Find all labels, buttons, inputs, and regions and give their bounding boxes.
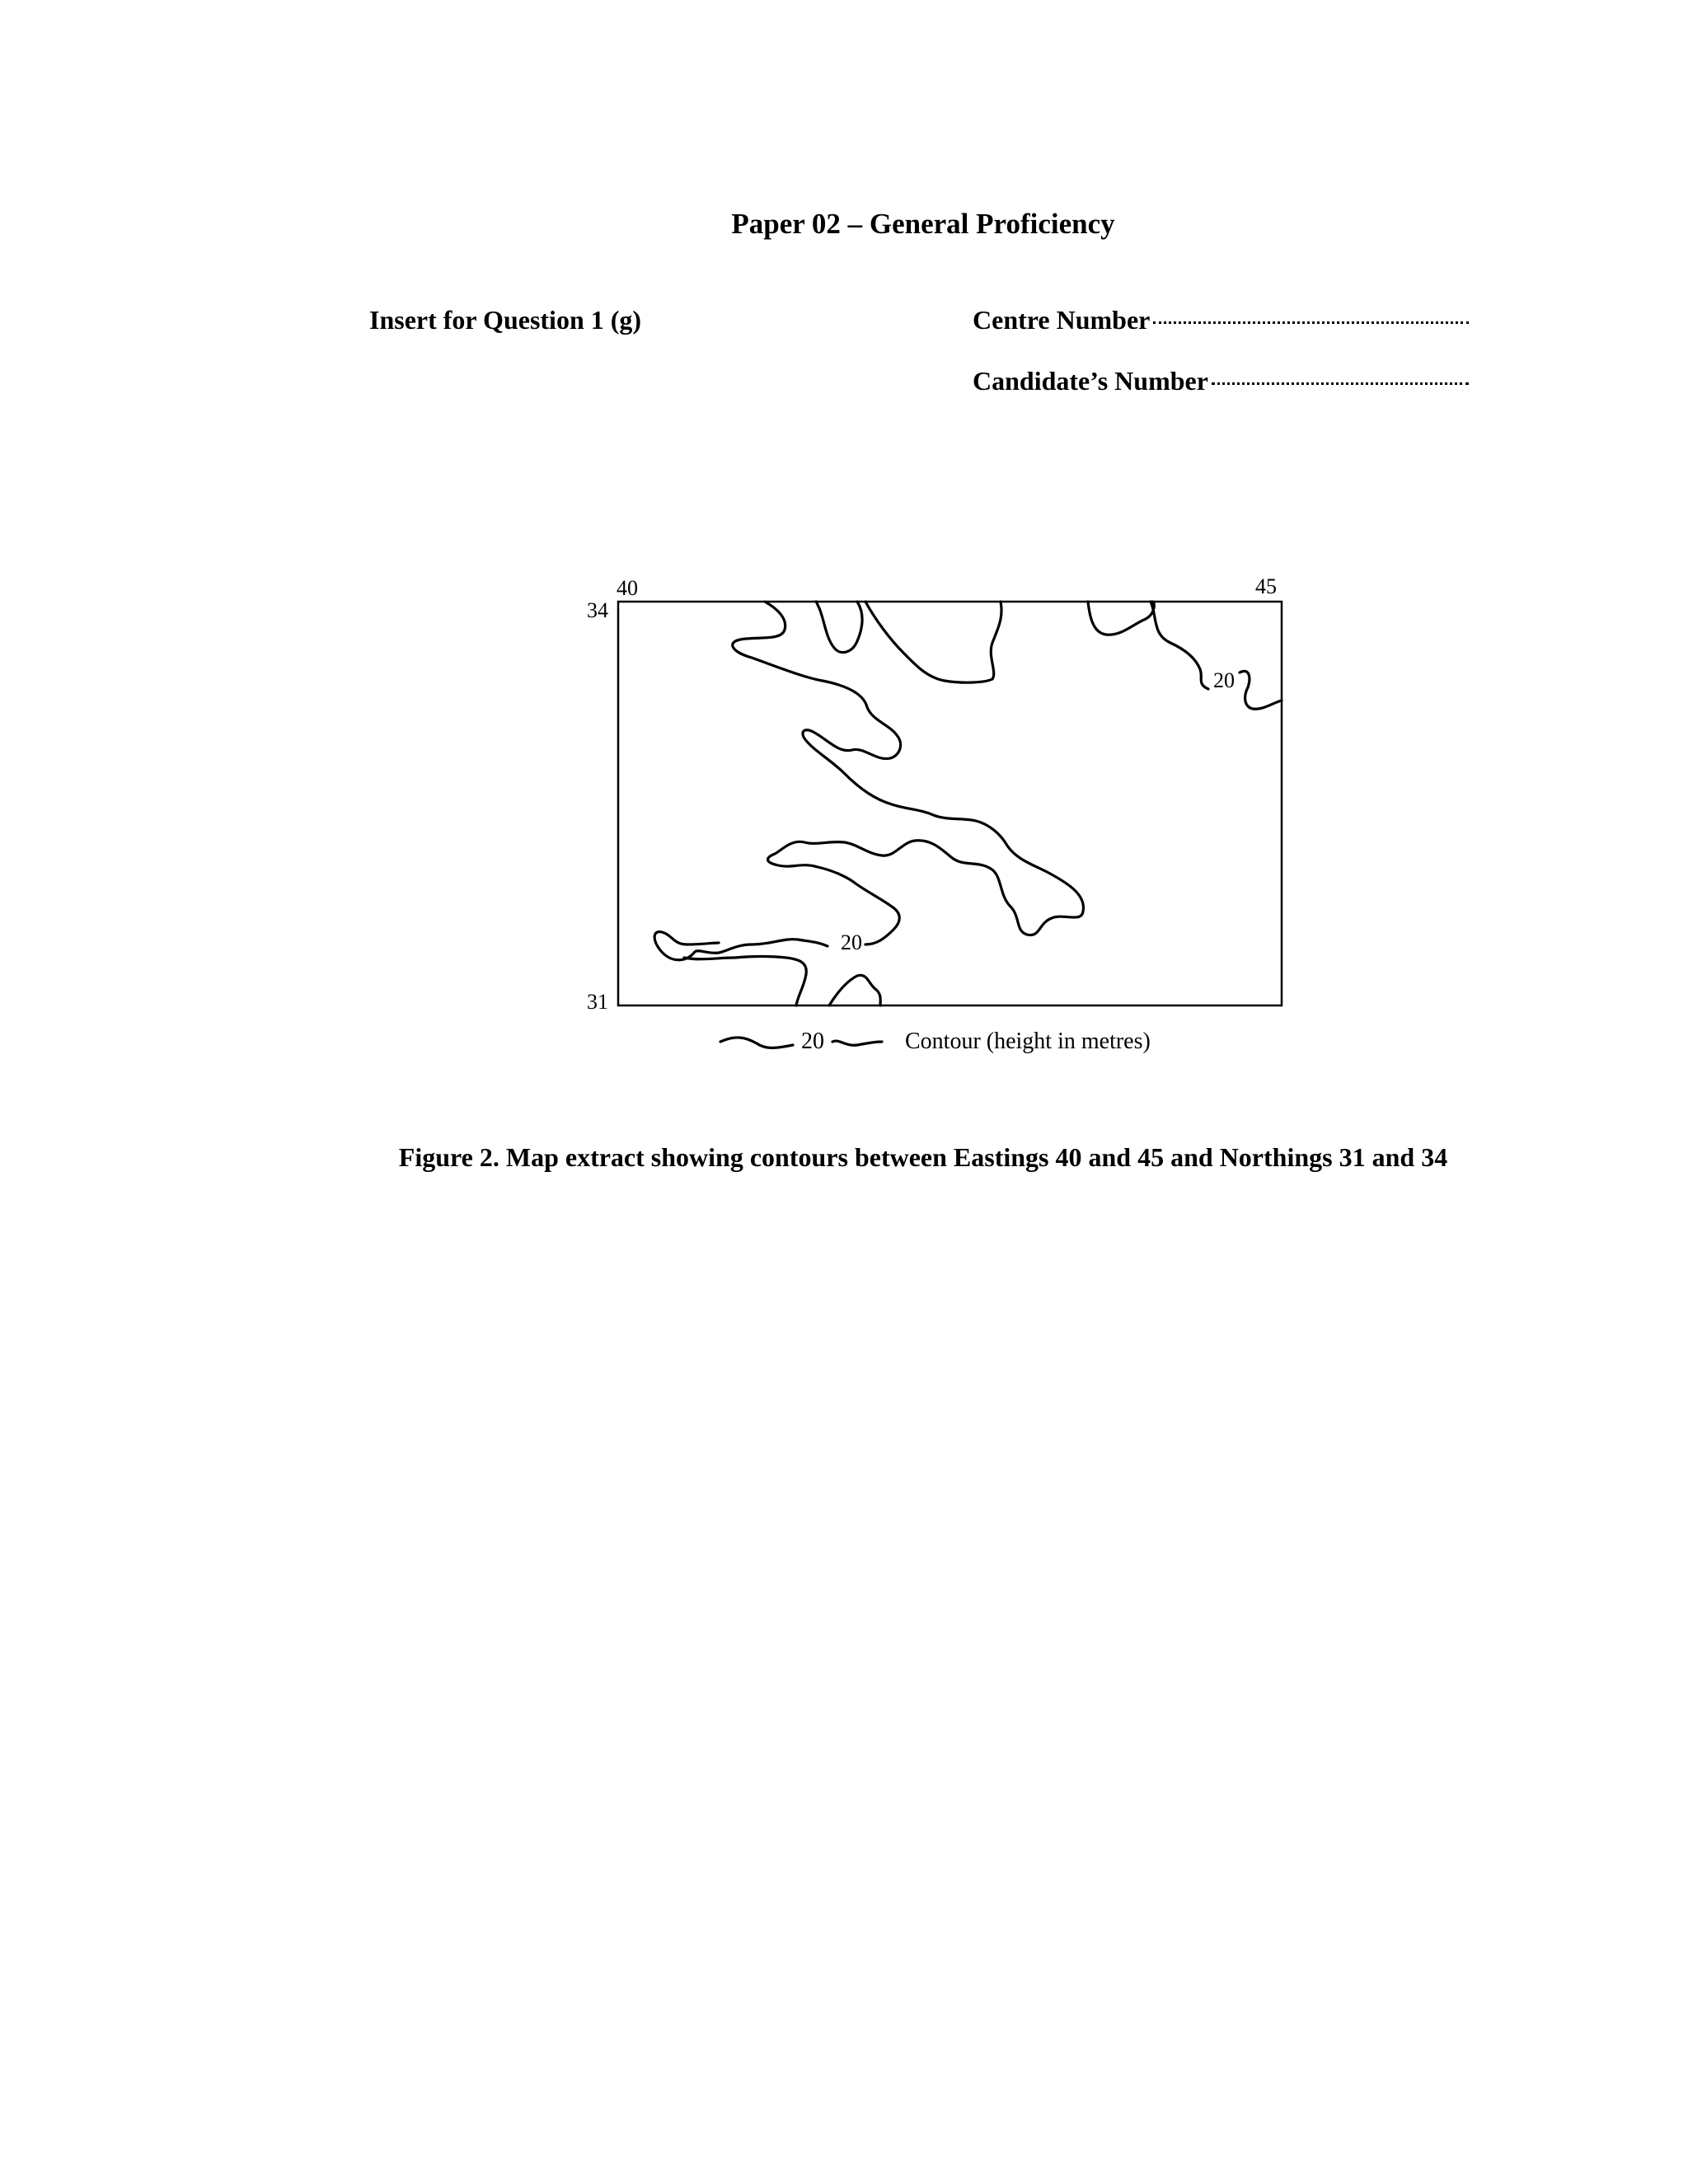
contour-line-right	[1151, 602, 1208, 689]
contour-label-bottom: 20	[841, 930, 862, 954]
centre-number-label: Centre Number	[973, 305, 1151, 335]
legend-line-right	[832, 1041, 882, 1045]
contour-map	[569, 560, 1294, 1071]
easting-45-label: 45	[1255, 574, 1277, 598]
figure-caption: Figure 2. Map extract showing contours between Eastings 40 and 45 and Northings 31 and 34	[398, 1142, 1448, 1172]
legend-line-left	[720, 1038, 793, 1048]
centre-number-dotted-line	[1153, 321, 1469, 324]
contour-label-top-right: 20	[1213, 668, 1235, 692]
contour-line-top-left	[733, 602, 1084, 944]
contour-line-bottom-left	[654, 932, 828, 960]
insert-label: Insert for Question 1 (g)	[369, 305, 642, 335]
legend-value: 20	[801, 1029, 824, 1054]
legend-text: Contour (height in metres)	[905, 1029, 1151, 1054]
page-title: Paper 02 – General Proficiency	[731, 208, 1115, 240]
centre-number-field	[973, 305, 1469, 335]
legend-contour-line-icon	[719, 1027, 795, 1057]
contour-line-top-center	[816, 602, 862, 653]
candidate-number-dotted-line	[1212, 382, 1469, 385]
legend-contour-line-icon-right	[831, 1027, 884, 1057]
candidate-number-label: Candidate’s Number	[973, 366, 1208, 396]
candidate-number-field	[973, 366, 1469, 396]
contour-line-top-loop	[865, 602, 1001, 682]
northing-31-label: 31	[587, 990, 608, 1014]
contour-line-right-edge	[1240, 671, 1282, 709]
map-legend	[719, 1027, 1151, 1057]
contour-line-top-right	[1088, 602, 1154, 635]
contour-line-bottom-left-lower	[684, 957, 806, 1006]
northing-34-label: 34	[587, 598, 608, 622]
contour-line-bottom-hill	[829, 975, 880, 1005]
easting-40-label: 40	[617, 576, 638, 600]
map-frame	[618, 602, 1282, 1005]
